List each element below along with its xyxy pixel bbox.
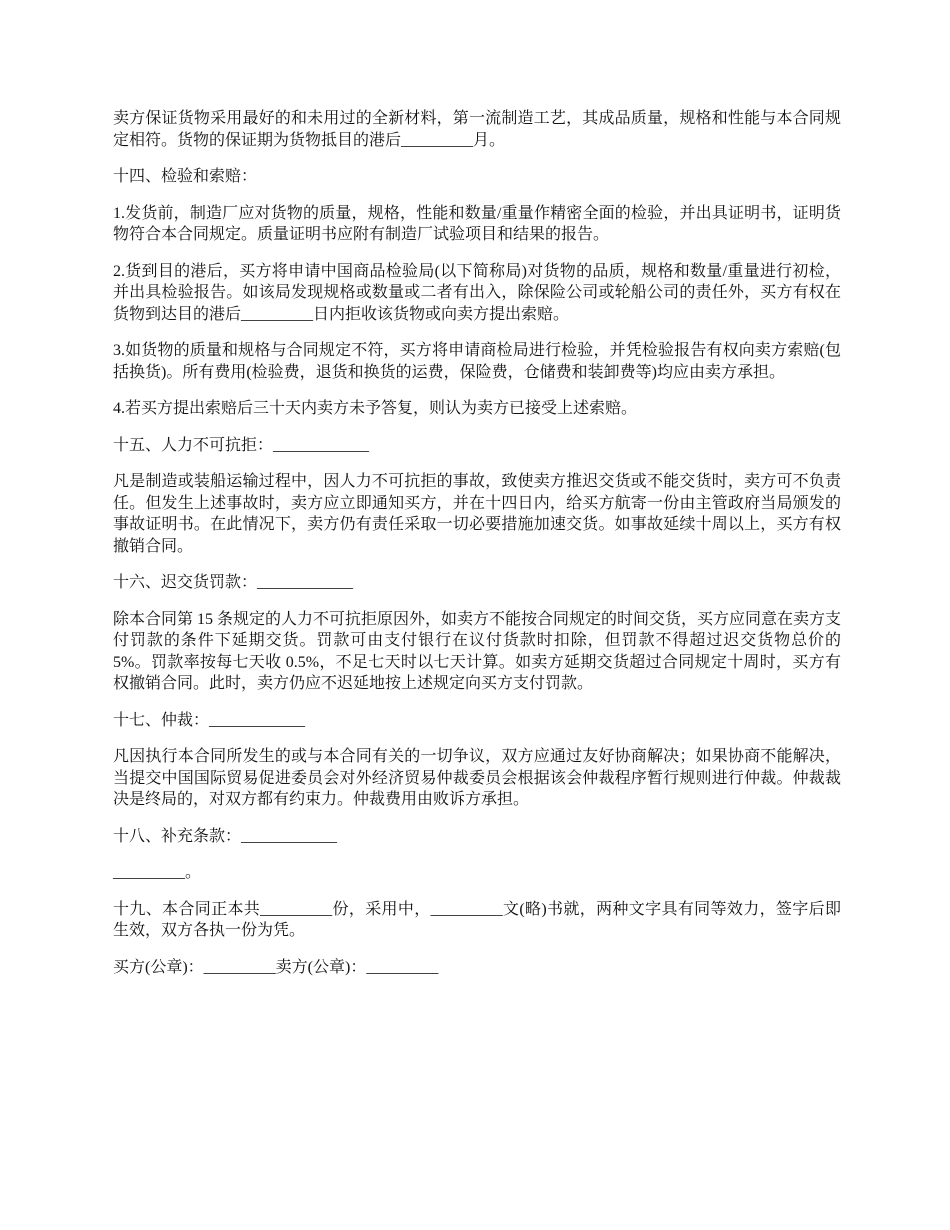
inspection-clause-3: 3.如货物的质量和规格与合同规定不符，买方将申请商检局进行检验，并凭检验报告有权向卖方索赔(包括换货)。所有费用(检验费，退货和换货的运费，保险费，仓储费和装卸费等)均应由卖方承担。	[113, 342, 841, 381]
arbitration-paragraph: 凡因执行本合同所发生的或与本合同有关的一切争议，双方应通过友好协商解决；如果协商不能解决，当提交中国国际贸易促进委员会对外经济贸易仲裁委员会根据该会仲裁程序暂行规则进行仲裁。仲裁裁决是终局的，对双方都有约束力。仲裁费用由败诉方承担。	[113, 748, 841, 808]
inspection-clause-1: 1.发货前，制造厂应对货物的质量，规格，性能和数量/重量作精密全面的检验，并出具证明书，证明货物符合本合同规定。质量证明书应附有制造厂试验项目和结果的报告。	[113, 204, 841, 243]
section-19-paragraph: 十九、本合同正本共_________份，采用中，_________文(略)书就，两种文字具有同等效力，签字后即生效，双方各执一份为凭。	[113, 900, 841, 939]
signature-line: 买方(公章)：_________卖方(公章)：_________	[113, 958, 439, 976]
section-16-heading: 十六、迟交货罚款：____________	[113, 574, 354, 591]
supplementary-blank-line: _________。	[113, 864, 202, 881]
force-majeure-paragraph: 凡是制造或装船运输过程中，因人力不可抗拒的事故，致使卖方推迟交货或不能交货时，卖方可不负责任。但发生上述事故时，卖方应立即通知买方，并在十四日内，给买方航寄一份由主管政府当局颁发的事故证明书。在此情况下，卖方仍有责任采取一切必要措施加速交货。如事故延续十周以上，买方有权撤销合同。	[113, 473, 841, 555]
inspection-clause-4: 4.若买方提出索赔后三十天内卖方未予答复，则认为卖方已接受上述索赔。	[113, 400, 638, 417]
warranty-paragraph: 卖方保证货物采用最好的和未用过的全新材料，第一流制造工艺，其成品质量，规格和性能与本合同规定相符。货物的保证期为货物抵目的港后_________月。	[113, 110, 841, 149]
section-15-heading: 十五、人力不可抗拒：____________	[113, 436, 370, 454]
section-17-heading: 十七、仲裁：____________	[113, 711, 306, 729]
section-18-heading: 十八、补充条款：____________	[113, 827, 338, 845]
inspection-clause-2: 2.货到目的港后，买方将申请中国商品检验局(以下简称局)对货物的品质，规格和数量/重量进行初检，并出具检验报告。如该局发现规格或数量或二者有出入，除保险公司或轮船公司的责任外，买方有权在货物到达目的港后_________日内拒收该货物或向卖方提出索赔。	[113, 262, 841, 323]
document-page	[113, 108, 841, 993]
late-delivery-paragraph: 除本合同第 15 条规定的人力不可抗拒原因外，如卖方不能按合同规定的时间交货，买方应同意在卖方支付罚款的条件下延期交货。罚款可由支付银行在议付货款时扣除，但罚款不得超过迟交货物总价的 5%。罚款率按每七天收 0.5%，不足七天时以七天计算。如卖方延期交货超过合同规定十周时，买方有权撤销合同。此时，卖方仍应不迟延地按上述规定向买方支付罚款。	[113, 610, 842, 692]
section-14-heading: 十四、检验和索赔：	[113, 168, 258, 185]
